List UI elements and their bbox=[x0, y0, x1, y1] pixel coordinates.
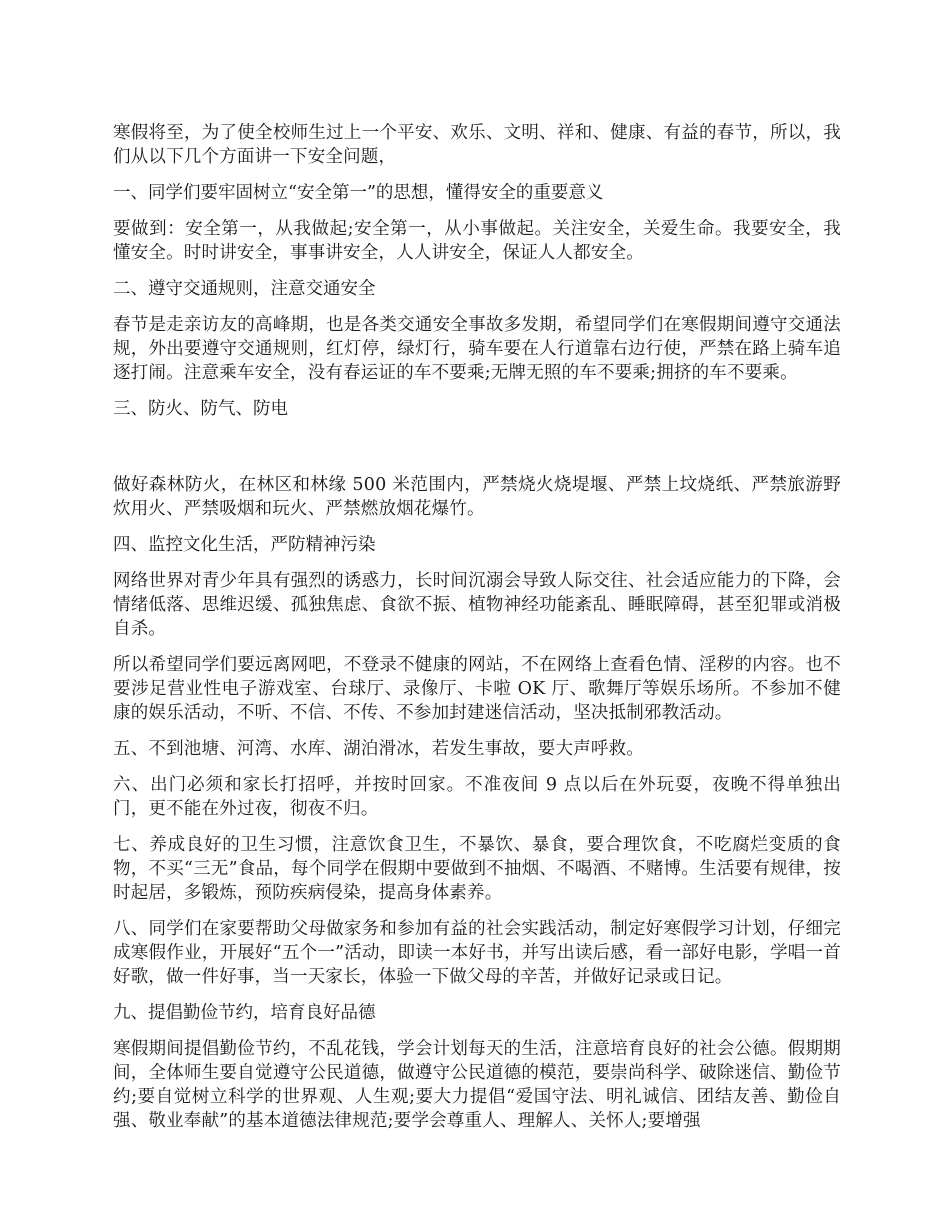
section-1-paragraph: 要做到：安全第一，从我做起;安全第一，从小事做起。关注安全，关爱生命。我要安全，我懂安全。时时讲安全，事事讲安全，人人讲安全，保证人人都安全。 bbox=[113, 219, 841, 263]
section-2-heading: 二、遵守交通规则，注意交通安全 bbox=[113, 279, 376, 299]
section-1-heading: 一、同学们要牢固树立“安全第一”的思想，懂得安全的重要意义 bbox=[113, 183, 604, 203]
section-4-paragraph-1: 网络世界对青少年具有强烈的诱惑力，长时间沉溺会导致人际交往、社会适应能力的下降，会情绪低落、思维迟缓、孤独焦虑、食欲不振、植物神经功能紊乱、睡眠障碍，甚至犯罪或消极自杀。 bbox=[113, 571, 841, 639]
intro-paragraph: 寒假将至，为了使全校师生过上一个平安、欢乐、文明、祥和、健康、有益的春节，所以，我们从以下几个方面讲一下安全问题， bbox=[113, 123, 841, 167]
section-9-paragraph: 寒假期间提倡勤俭节约，不乱花钱，学会计划每天的生活，注意培育良好的社会公德。假期期间，全体师生要自觉遵守公民道德，做遵守公民道德的模范，要崇尚科学、破除迷信、勤俭节约;要自觉树立科学的世界观、人生观;要大力提倡“爱国守法、明礼诚信、团结友善、勤俭自强、敬业奉献”的基本道德法律规范;要学会尊重人、理解人、关怀人;要增强 bbox=[113, 1039, 841, 1131]
document-page bbox=[113, 121, 841, 1145]
section-2-paragraph: 春节是走亲访友的高峰期，也是各类交通安全事故多发期，希望同学们在寒假期间遵守交通法规，外出要遵守交通规则，红灯停，绿灯行，骑车要在人行道靠右边行使，严禁在路上骑车追逐打闹。注意乘车安全，没有春运证的车不要乘;无牌无照的车不要乘;拥挤的车不要乘。 bbox=[113, 315, 841, 383]
section-8-paragraph: 八、同学们在家要帮助父母做家务和参加有益的社会实践活动，制定好寒假学习计划，仔细完成寒假作业，开展好“五个一”活动，即读一本好书，并写出读后感，看一部好电影，学唱一首好歌，做一件好事，当一天家长，体验一下做父母的辛苦，并做好记录或日记。 bbox=[113, 919, 841, 987]
section-4-heading: 四、监控文化生活，严防精神污染 bbox=[113, 535, 376, 555]
section-9-heading: 九、提倡勤俭节约，培育良好品德 bbox=[113, 1003, 376, 1023]
section-5-paragraph: 五、不到池塘、河湾、水库、湖泊滑冰，若发生事故，要大声呼救。 bbox=[113, 739, 644, 759]
section-6-paragraph: 六、出门必须和家长打招呼，并按时回家。不准夜间 9 点以后在外玩耍，夜晚不得单独出门，更不能在外过夜，彻夜不归。 bbox=[113, 775, 841, 819]
section-3-heading: 三、防火、防气、防电 bbox=[113, 399, 288, 419]
section-7-paragraph: 七、养成良好的卫生习惯，注意饮食卫生，不暴饮、暴食，要合理饮食，不吃腐烂变质的食物，不买“三无”食品，每个同学在假期中要做到不抽烟、不喝酒、不赌博。生活要有规律，按时起居，多锻炼，预防疾病侵染，提高身体素养。 bbox=[113, 835, 841, 903]
blank-spacer bbox=[113, 433, 841, 473]
section-3-paragraph: 做好森林防火，在林区和林缘 500 米范围内，严禁烧火烧堤堰、严禁上坟烧纸、严禁旅游野炊用火、严禁吸烟和玩火、严禁燃放烟花爆竹。 bbox=[113, 475, 841, 519]
section-4-paragraph-2: 所以希望同学们要远离网吧，不登录不健康的网站，不在网络上查看色情、淫秽的内容。也不要涉足营业性电子游戏室、台球厅、录像厅、卡啦 OK 厅、歌舞厅等娱乐场所。不参加不健康的娱乐活动，不听、不信、不传、不参加封建迷信活动，坚决抵制邪教活动。 bbox=[113, 655, 841, 723]
